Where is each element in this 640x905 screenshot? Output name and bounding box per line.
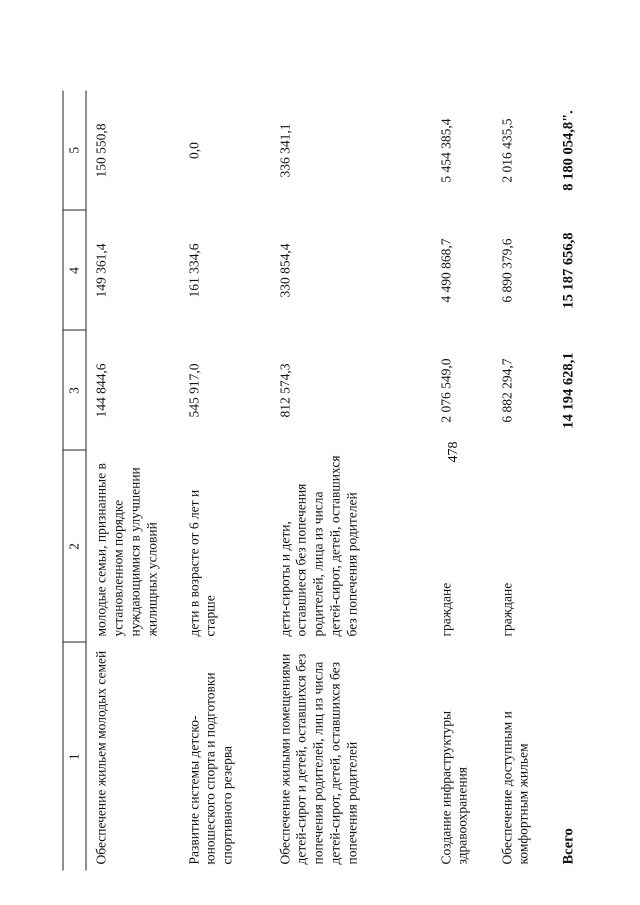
row-value-col3: 812 574,3 xyxy=(277,363,292,417)
row-name-cell: Развитие системы детско-юношеского спорта и подготовки спортивного резерва xyxy=(186,671,235,864)
row-value-col5: 5 454 385,4 xyxy=(438,117,453,183)
row-name-cell: Обеспечение доступным и комфортным жильем xyxy=(499,710,531,864)
row-recipients-cell: граждане xyxy=(438,582,453,636)
page-number: 478 xyxy=(446,441,461,463)
row-recipients-cell: граждане xyxy=(499,582,514,636)
row-recipients-cell: дети-сироты и дети, оставшиеся без попечения родителей, лица из числа детей-сирот, детей, оставшихся без попечения родителей xyxy=(277,454,360,636)
row-recipients-cell: молодые семьи, признанные в установленном порядке нуждающимися в улучшении жилищных условий xyxy=(93,462,160,636)
row-value-col5: 336 341,1 xyxy=(277,123,292,177)
row-value-col3: 545 917,0 xyxy=(186,363,201,417)
total-value-col4: 15 187 656,8 xyxy=(560,231,576,309)
row-value-col4: 161 334,6 xyxy=(186,243,201,297)
row-value-col3: 144 844,6 xyxy=(93,363,109,417)
row-value-col5: 150 550,8 xyxy=(93,123,109,177)
table-header-row xyxy=(63,90,86,870)
row-recipients-cell: дети в возрасте от 6 лет и старше xyxy=(186,489,218,636)
row-name-cell: Обеспечение жильем молодых семей xyxy=(93,650,109,864)
column-header-2: 2 xyxy=(63,450,86,642)
budget-table xyxy=(63,90,588,870)
column-header-1: 1 xyxy=(63,642,86,870)
table-row xyxy=(86,90,179,870)
column-header-4: 4 xyxy=(63,210,86,330)
row-name-cell: Создание инфраструктуры здравоохранения xyxy=(438,710,470,864)
row-value-col4: 330 854,4 xyxy=(277,243,292,297)
row-value-col4: 6 890 379,6 xyxy=(499,237,514,303)
row-value-col5: 2 016 435,5 xyxy=(499,117,514,183)
row-value-col5: 0,0 xyxy=(186,141,201,159)
row-value-col4: 4 490 868,7 xyxy=(438,237,453,303)
column-header-3: 3 xyxy=(63,330,86,450)
total-value-col3: 14 194 628,1 xyxy=(560,351,576,429)
row-name-cell: Обеспечение жилыми помещениями детей-сирот и детей, оставшихся без попечения родителей, лиц из числа детей-сирот, детей, оставшихся без попечения родителей xyxy=(277,653,360,864)
table-row xyxy=(179,90,270,870)
table-row xyxy=(431,90,492,870)
row-value-col3: 6 882 294,7 xyxy=(499,357,514,423)
total-value-col5: 8 180 054,8". xyxy=(560,109,576,191)
table-row xyxy=(492,90,553,870)
total-empty-cell xyxy=(553,450,587,642)
row-value-col3: 2 076 549,0 xyxy=(438,357,453,423)
table-row xyxy=(270,90,431,870)
total-row xyxy=(553,90,587,870)
column-header-5: 5 xyxy=(63,90,86,210)
row-value-col4: 149 361,4 xyxy=(93,243,109,297)
total-label: Всего xyxy=(560,827,576,864)
rotated-table-container xyxy=(63,90,618,870)
